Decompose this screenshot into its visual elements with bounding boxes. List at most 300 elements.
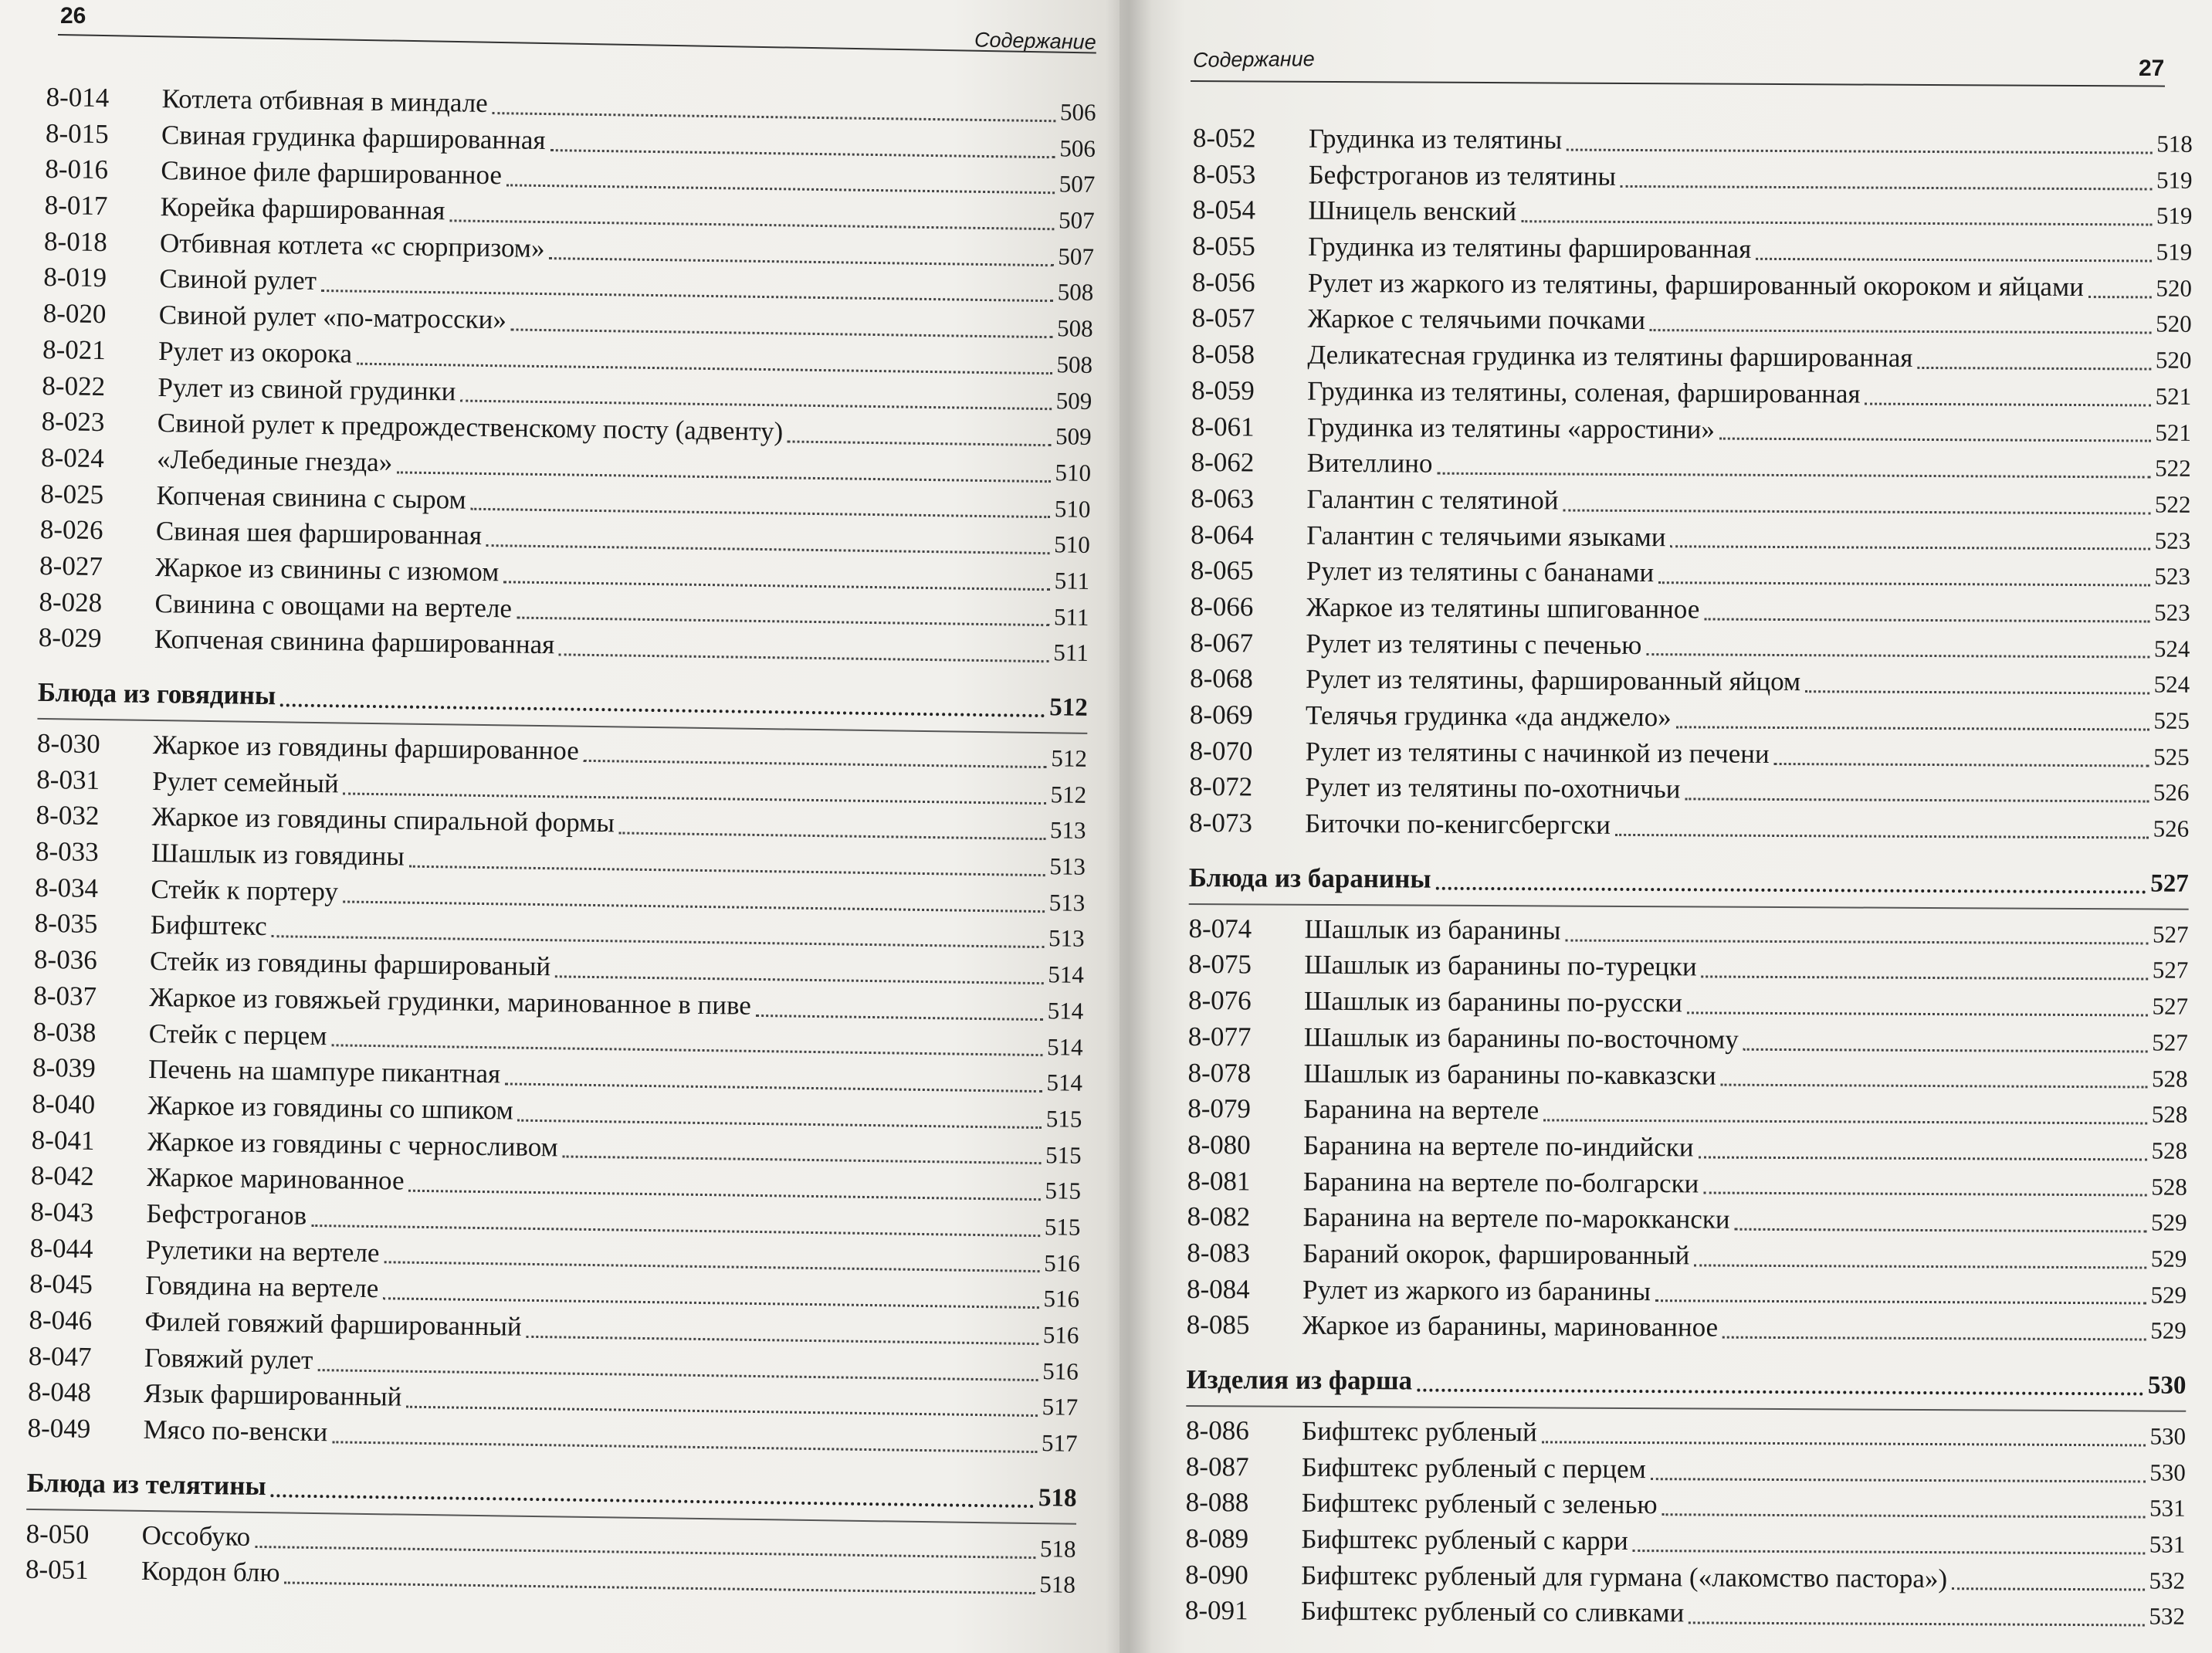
toc-entry bbox=[1188, 947, 2188, 987]
recipe-page-number: 516 bbox=[1042, 1321, 1079, 1349]
recipe-code: 8-039 bbox=[32, 1052, 97, 1084]
toc-entry bbox=[1188, 911, 2188, 952]
recipe-code: 8-043 bbox=[30, 1196, 94, 1228]
recipe-code: 8-066 bbox=[1190, 591, 1254, 622]
dot-leader bbox=[1417, 1389, 2143, 1396]
recipe-title: Говядина на вертеле bbox=[144, 1270, 379, 1304]
left-page-header-title: Содержание bbox=[974, 28, 1096, 54]
recipe-page-number: 523 bbox=[2154, 562, 2191, 591]
recipe-code: 8-019 bbox=[43, 262, 107, 293]
recipe-code: 8-042 bbox=[30, 1160, 95, 1192]
recipe-title: Жаркое с телячьими почками bbox=[1307, 303, 1646, 336]
toc-entry bbox=[1190, 733, 2190, 774]
dot-leader bbox=[1658, 581, 2149, 586]
recipe-code: 8-032 bbox=[36, 800, 100, 832]
recipe-title: Жаркое маринованное bbox=[146, 1162, 405, 1196]
right-page bbox=[1120, 0, 2212, 1653]
toc-entry bbox=[1188, 1019, 2188, 1060]
section-title: Блюда из баранины bbox=[1188, 862, 1431, 894]
recipe-page-number: 528 bbox=[2151, 1173, 2187, 1201]
recipe-page-number: 514 bbox=[1046, 1069, 1083, 1097]
dot-leader bbox=[397, 471, 1050, 483]
recipe-title: Баранина на вертеле по-мароккански bbox=[1302, 1202, 1730, 1235]
recipe-page-number: 523 bbox=[2154, 527, 2191, 554]
recipe-page-number: 529 bbox=[2150, 1245, 2187, 1272]
recipe-page-number: 525 bbox=[2153, 743, 2190, 771]
toc-section-heading bbox=[1189, 842, 2189, 909]
recipe-code: 8-090 bbox=[1185, 1559, 1248, 1590]
toc-entry bbox=[1186, 1413, 2186, 1454]
dot-leader bbox=[321, 290, 1053, 302]
left-toc-list bbox=[25, 80, 1096, 1603]
dot-leader bbox=[1917, 367, 2150, 371]
recipe-page-number: 507 bbox=[1058, 206, 1095, 235]
dot-leader bbox=[449, 219, 1054, 230]
dot-leader bbox=[1694, 1264, 2146, 1269]
recipe-code: 8-082 bbox=[1187, 1201, 1251, 1232]
recipe-code: 8-035 bbox=[34, 908, 98, 940]
toc-entry bbox=[1192, 192, 2192, 233]
toc-entry bbox=[1189, 805, 2189, 846]
recipe-title: «Лебединые гнезда» bbox=[156, 443, 393, 478]
recipe-page-number: 514 bbox=[1047, 997, 1084, 1025]
recipe-code: 8-063 bbox=[1191, 483, 1255, 514]
recipe-title: Грудинка из телятины, соленая, фаршированная bbox=[1307, 375, 1861, 409]
recipe-code: 8-070 bbox=[1189, 735, 1253, 767]
dot-leader bbox=[1437, 473, 2150, 479]
dot-leader bbox=[1633, 1550, 2145, 1554]
dot-leader bbox=[1542, 1441, 2146, 1446]
recipe-page-number: 528 bbox=[2151, 1065, 2188, 1092]
dot-leader bbox=[409, 865, 1045, 877]
recipe-title: Рулет семейный bbox=[152, 765, 339, 799]
recipe-title: Вителлино bbox=[1306, 447, 1433, 479]
dot-leader bbox=[343, 792, 1045, 804]
dot-leader bbox=[1721, 1084, 2147, 1089]
recipe-code: 8-048 bbox=[27, 1377, 92, 1408]
recipe-page-number: 520 bbox=[2156, 274, 2192, 302]
recipe-code: 8-028 bbox=[39, 586, 103, 618]
recipe-code: 8-031 bbox=[36, 764, 100, 795]
dot-leader bbox=[555, 975, 1043, 984]
dot-leader bbox=[1687, 1011, 2148, 1016]
dot-leader bbox=[1703, 1192, 2146, 1197]
recipe-title: Филей говяжий фаршированный bbox=[144, 1306, 522, 1342]
dot-leader bbox=[1689, 1622, 2144, 1627]
recipe-page-number: 519 bbox=[2156, 202, 2193, 230]
recipe-title: Свиная грудинка фаршированная bbox=[161, 119, 546, 155]
dot-leader bbox=[1650, 329, 2151, 334]
recipe-code: 8-020 bbox=[42, 298, 107, 330]
recipe-page-number: 513 bbox=[1049, 816, 1086, 845]
recipe-code: 8-014 bbox=[46, 81, 110, 113]
recipe-code: 8-046 bbox=[29, 1304, 93, 1336]
recipe-title: Рулет из телятины по-охотничьи bbox=[1305, 772, 1681, 804]
dot-leader bbox=[1734, 1228, 2146, 1233]
recipe-title: Шницель венский bbox=[1308, 195, 1517, 227]
recipe-title: Грудинка из телятины bbox=[1308, 123, 1563, 155]
recipe-title: Печень на шампуре пикантная bbox=[147, 1054, 501, 1089]
toc-entry bbox=[1191, 408, 2191, 449]
recipe-title: Жаркое из говядины фаршированное bbox=[152, 730, 580, 766]
dot-leader bbox=[383, 1297, 1038, 1309]
recipe-code: 8-040 bbox=[32, 1088, 96, 1120]
recipe-title: Свиное филе фаршированное bbox=[161, 155, 503, 191]
recipe-title: Шашлык из говядины bbox=[151, 838, 405, 872]
recipe-title: Рулет из свиной грудинки bbox=[158, 371, 456, 406]
right-page-header-title: Содержание bbox=[1192, 47, 1315, 72]
toc-entry bbox=[1187, 1091, 2187, 1132]
recipe-page-number: 526 bbox=[2153, 815, 2190, 842]
recipe-title: Копченая свинина фаршированная bbox=[154, 624, 555, 660]
recipe-page-number: 513 bbox=[1048, 924, 1085, 953]
recipe-title: Бифштекс рубленый с перцем bbox=[1301, 1451, 1646, 1484]
dot-leader bbox=[1543, 1119, 2147, 1124]
recipe-code: 8-086 bbox=[1186, 1414, 1249, 1446]
recipe-page-number: 507 bbox=[1058, 242, 1095, 270]
recipe-page-number: 518 bbox=[2156, 130, 2193, 158]
recipe-title: Копченая свинина с сыром bbox=[156, 479, 466, 515]
recipe-code: 8-053 bbox=[1192, 158, 1256, 190]
recipe-code: 8-089 bbox=[1185, 1523, 1249, 1554]
dot-leader bbox=[384, 1262, 1039, 1273]
recipe-code: 8-078 bbox=[1187, 1057, 1252, 1088]
dot-leader bbox=[518, 1119, 1042, 1128]
recipe-title: Шашлык из баранины по-русски bbox=[1303, 985, 1683, 1018]
recipe-code: 8-069 bbox=[1189, 699, 1253, 730]
dot-leader bbox=[788, 440, 1051, 446]
recipe-title: Жаркое из телятины шпигованное bbox=[1306, 591, 1700, 625]
toc-entry bbox=[1187, 1307, 2187, 1348]
toc-entry bbox=[1191, 337, 2191, 378]
recipe-title: Жаркое из баранины, маринованное bbox=[1302, 1310, 1719, 1343]
recipe-page-number: 515 bbox=[1045, 1177, 1082, 1205]
dot-leader bbox=[493, 112, 1055, 122]
dot-leader bbox=[1704, 618, 2149, 622]
toc-entry bbox=[1187, 1127, 2187, 1168]
toc-entry bbox=[1190, 661, 2190, 702]
dot-leader bbox=[1651, 1478, 2146, 1482]
recipe-title: Свиная шея фаршированная bbox=[155, 516, 483, 551]
recipe-code: 8-025 bbox=[40, 478, 104, 510]
recipe-title: Корейка фаршированная bbox=[160, 191, 445, 226]
recipe-title: Бефстроганов bbox=[146, 1197, 307, 1231]
recipe-title: Рулет из телятины с печенью bbox=[1306, 628, 1642, 660]
recipe-code: 8-059 bbox=[1191, 374, 1255, 406]
recipe-page-number: 518 bbox=[1039, 1570, 1076, 1599]
section-page-number: 527 bbox=[2150, 869, 2189, 898]
dot-leader bbox=[460, 400, 1051, 411]
recipe-code: 8-056 bbox=[1191, 266, 1255, 298]
recipe-code: 8-029 bbox=[38, 622, 102, 654]
section-title: Блюда из телятины bbox=[26, 1467, 267, 1501]
recipe-code: 8-055 bbox=[1192, 231, 1255, 262]
recipe-title: Бифштекс рубленый для гурмана («лакомство пастора») bbox=[1301, 1560, 1948, 1594]
dot-leader bbox=[756, 1014, 1043, 1021]
recipe-title: Деликатесная грудинка из телятины фаршированная bbox=[1307, 339, 1913, 374]
toc-entry bbox=[1186, 1449, 2186, 1490]
recipe-page-number: 517 bbox=[1041, 1429, 1078, 1457]
recipe-page-number: 530 bbox=[2149, 1458, 2186, 1486]
recipe-page-number: 516 bbox=[1042, 1357, 1079, 1385]
dot-leader bbox=[505, 1082, 1042, 1092]
recipe-title: Баранина на вертеле bbox=[1303, 1093, 1540, 1126]
recipe-code: 8-064 bbox=[1191, 519, 1254, 550]
recipe-title: Бифштекс рубленый с зеленью bbox=[1301, 1488, 1658, 1520]
recipe-code: 8-037 bbox=[33, 980, 97, 1011]
recipe-code: 8-016 bbox=[45, 154, 109, 185]
dot-leader bbox=[1723, 1336, 2146, 1341]
recipe-page-number: 532 bbox=[2149, 1602, 2185, 1631]
recipe-title: Галантин с телятиной bbox=[1306, 483, 1559, 516]
recipe-title: Бифштекс рубленый bbox=[1302, 1415, 1537, 1448]
toc-entry bbox=[1187, 1164, 2187, 1204]
recipe-page-number: 515 bbox=[1045, 1140, 1082, 1169]
section-title: Изделия из фарша bbox=[1186, 1363, 1413, 1396]
right-page-number: 27 bbox=[2139, 56, 2165, 81]
recipe-page-number: 511 bbox=[1054, 567, 1090, 594]
dot-leader bbox=[1563, 509, 2149, 514]
recipe-code: 8-015 bbox=[45, 117, 109, 149]
right-toc-list bbox=[1185, 120, 2193, 1634]
right-header-rule bbox=[1191, 80, 2165, 87]
recipe-title: Стейк к портеру bbox=[151, 873, 339, 907]
recipe-code: 8-017 bbox=[44, 190, 108, 222]
recipe-title: Свиной рулет «по-матросски» bbox=[158, 300, 507, 335]
recipe-page-number: 526 bbox=[2153, 778, 2190, 807]
recipe-title: Рулет из жаркого из баранины bbox=[1302, 1274, 1651, 1306]
dot-leader bbox=[317, 1369, 1038, 1381]
toc-entry bbox=[1191, 481, 2190, 522]
recipe-page-number: 507 bbox=[1059, 170, 1096, 198]
recipe-code: 8-061 bbox=[1191, 411, 1255, 442]
dot-leader bbox=[1565, 939, 2148, 944]
recipe-title: Биточки по-кенигсбергски bbox=[1305, 808, 1611, 840]
section-title: Блюда из говядины bbox=[37, 676, 276, 711]
recipe-title: Бараний окорок, фаршированный bbox=[1302, 1238, 1690, 1271]
recipe-page-number: 515 bbox=[1045, 1105, 1082, 1133]
recipe-code: 8-038 bbox=[32, 1016, 97, 1048]
recipe-title: Бифштекс bbox=[150, 909, 267, 942]
dot-leader bbox=[1567, 148, 2152, 154]
toc-entry bbox=[1187, 1235, 2187, 1276]
toc-entry bbox=[1192, 300, 2192, 341]
dot-leader bbox=[1521, 220, 2152, 225]
dot-leader bbox=[584, 760, 1047, 768]
recipe-code: 8-036 bbox=[33, 944, 98, 976]
toc-entry bbox=[1187, 1272, 2187, 1313]
dot-leader bbox=[559, 654, 1048, 663]
dot-leader bbox=[486, 544, 1049, 554]
recipe-page-number: 530 bbox=[2149, 1422, 2187, 1450]
dot-leader bbox=[1615, 834, 2149, 839]
recipe-page-number: 514 bbox=[1048, 960, 1085, 989]
recipe-code: 8-026 bbox=[39, 514, 103, 546]
recipe-page-number: 510 bbox=[1055, 459, 1092, 486]
dot-leader bbox=[511, 328, 1052, 338]
dot-leader bbox=[1743, 1048, 2148, 1052]
recipe-title: Шашлык из баранины по-кавказски bbox=[1303, 1058, 1716, 1091]
left-header-rule bbox=[58, 34, 1096, 53]
toc-entry bbox=[1190, 625, 2190, 666]
recipe-code: 8-058 bbox=[1191, 339, 1255, 370]
recipe-title: Грудинка из телятины «арростини» bbox=[1306, 412, 1716, 445]
recipe-page-number: 522 bbox=[2155, 454, 2191, 482]
recipe-page-number: 510 bbox=[1053, 530, 1090, 559]
recipe-code: 8-081 bbox=[1187, 1165, 1251, 1196]
recipe-page-number: 527 bbox=[2152, 1028, 2188, 1056]
dot-leader bbox=[357, 362, 1052, 374]
dot-leader bbox=[331, 1045, 1042, 1057]
recipe-title: Бифштекс рубленый со сливками bbox=[1300, 1596, 1685, 1628]
recipe-page-number: 527 bbox=[2152, 956, 2189, 984]
recipe-code: 8-044 bbox=[29, 1232, 93, 1264]
recipe-title: Рулет из окорока bbox=[158, 335, 353, 369]
recipe-code: 8-074 bbox=[1188, 913, 1252, 944]
recipe-page-number: 506 bbox=[1059, 134, 1096, 162]
toc-section-heading bbox=[1186, 1343, 2186, 1411]
recipe-page-number: 512 bbox=[1051, 744, 1088, 772]
recipe-title: Бефстроганов из телятины bbox=[1308, 159, 1617, 191]
recipe-page-number: 508 bbox=[1056, 314, 1093, 343]
recipe-page-number: 529 bbox=[2150, 1208, 2187, 1237]
recipe-page-number: 508 bbox=[1056, 351, 1093, 378]
recipe-page-number: 519 bbox=[2156, 166, 2193, 194]
recipe-code: 8-087 bbox=[1185, 1451, 1249, 1482]
dot-leader bbox=[1655, 1300, 2146, 1305]
recipe-code: 8-067 bbox=[1190, 627, 1254, 659]
dot-leader bbox=[1436, 886, 2146, 893]
recipe-code: 8-080 bbox=[1187, 1129, 1251, 1160]
recipe-title: Оссобуко bbox=[141, 1519, 251, 1552]
recipe-page-number: 521 bbox=[2155, 382, 2192, 410]
recipe-code: 8-047 bbox=[28, 1340, 92, 1372]
recipe-code: 8-054 bbox=[1192, 195, 1256, 225]
recipe-page-number: 523 bbox=[2154, 598, 2190, 626]
dot-leader bbox=[549, 257, 1053, 266]
recipe-code: 8-062 bbox=[1191, 447, 1255, 478]
recipe-title: Свинина с овощами на вертеле bbox=[154, 588, 513, 624]
recipe-title: Мясо по-венски bbox=[143, 1414, 328, 1448]
recipe-title: Кордон блю bbox=[141, 1556, 280, 1588]
recipe-code: 8-073 bbox=[1189, 808, 1252, 838]
recipe-page-number: 527 bbox=[2152, 920, 2189, 948]
dot-leader bbox=[517, 617, 1049, 627]
recipe-page-number: 509 bbox=[1055, 386, 1092, 415]
recipe-title: Жаркое из говядины со шпиком bbox=[147, 1089, 514, 1126]
recipe-code: 8-083 bbox=[1187, 1237, 1251, 1269]
recipe-title: Рулетики на вертеле bbox=[145, 1234, 380, 1268]
dot-leader bbox=[343, 900, 1045, 913]
dot-leader bbox=[506, 185, 1055, 195]
recipe-page-number: 522 bbox=[2154, 490, 2191, 518]
toc-entry bbox=[1193, 120, 2193, 161]
recipe-title: Телячья грудинка «да анджело» bbox=[1305, 699, 1672, 733]
recipe-code: 8-021 bbox=[42, 334, 107, 365]
dot-leader bbox=[332, 1441, 1037, 1453]
recipe-code: 8-045 bbox=[29, 1269, 93, 1300]
recipe-title: Шашлык из баранины bbox=[1304, 913, 1561, 946]
recipe-page-number: 518 bbox=[1039, 1534, 1076, 1563]
recipe-title: Шашлык из баранины по-восточному bbox=[1303, 1021, 1739, 1055]
toc-entry bbox=[1191, 589, 2190, 630]
recipe-title: Жаркое из свинины с изюмом bbox=[154, 551, 500, 588]
recipe-page-number: 516 bbox=[1043, 1248, 1080, 1277]
recipe-page-number: 508 bbox=[1057, 278, 1094, 307]
recipe-code: 8-049 bbox=[27, 1412, 91, 1445]
recipe-code: 8-079 bbox=[1187, 1093, 1252, 1124]
recipe-page-number: 527 bbox=[2152, 992, 2189, 1020]
recipe-page-number: 516 bbox=[1043, 1285, 1080, 1313]
toc-entry bbox=[1189, 769, 2189, 810]
dot-leader bbox=[1719, 438, 2150, 442]
recipe-page-number: 528 bbox=[2151, 1136, 2188, 1164]
dot-leader bbox=[1756, 258, 2151, 263]
section-page-number: 530 bbox=[2147, 1371, 2187, 1400]
recipe-title: Стейк из говядины фаршированый bbox=[149, 946, 551, 982]
toc-entry bbox=[1191, 445, 2191, 486]
recipe-title: Жаркое из говяжьей грудинки, маринованное в пиве bbox=[149, 981, 752, 1021]
recipe-code: 8-030 bbox=[36, 727, 100, 760]
dot-leader bbox=[619, 832, 1045, 841]
recipe-page-number: 512 bbox=[1050, 780, 1087, 808]
section-page-number: 518 bbox=[1038, 1483, 1077, 1512]
dot-leader bbox=[550, 149, 1055, 158]
dot-leader bbox=[563, 1156, 1041, 1165]
section-page-number: 512 bbox=[1049, 693, 1089, 722]
recipe-page-number: 511 bbox=[1053, 602, 1089, 631]
recipe-title: Свиной рулет к предрождественскому посту (адвенту) bbox=[157, 408, 784, 447]
recipe-title: Галантин с телячьими языками bbox=[1306, 520, 1666, 552]
recipe-page-number: 515 bbox=[1044, 1213, 1081, 1241]
dot-leader bbox=[1952, 1587, 2145, 1590]
recipe-code: 8-051 bbox=[25, 1554, 89, 1586]
left-page-number: 26 bbox=[60, 3, 86, 29]
recipe-code: 8-018 bbox=[43, 225, 107, 257]
recipe-code: 8-057 bbox=[1191, 303, 1255, 334]
recipe-title: Жаркое из говядины с черносливом bbox=[147, 1126, 559, 1162]
recipe-title: Бифштекс рубленый с карри bbox=[1301, 1523, 1628, 1556]
recipe-page-number: 520 bbox=[2156, 310, 2192, 338]
dot-leader bbox=[2088, 296, 2151, 298]
recipe-page-number: 532 bbox=[2149, 1567, 2186, 1594]
recipe-code: 8-084 bbox=[1186, 1273, 1250, 1305]
recipe-title: Шашлык из баранины по-турецки bbox=[1304, 950, 1697, 982]
recipe-page-number: 528 bbox=[2151, 1100, 2188, 1128]
recipe-code: 8-065 bbox=[1190, 555, 1254, 586]
recipe-code: 8-076 bbox=[1187, 985, 1252, 1016]
recipe-page-number: 531 bbox=[2149, 1494, 2186, 1523]
dot-leader bbox=[284, 1582, 1035, 1595]
dot-leader bbox=[280, 703, 1045, 717]
recipe-title: Рулет из телятины с начинкой из печени bbox=[1305, 736, 1770, 769]
recipe-page-number: 524 bbox=[2153, 670, 2190, 699]
toc-entry bbox=[1187, 1199, 2187, 1240]
recipe-code: 8-085 bbox=[1186, 1309, 1250, 1340]
recipe-title: Говяжий рулет bbox=[144, 1342, 313, 1375]
recipe-code: 8-034 bbox=[35, 872, 99, 903]
recipe-title: Стейк с перцем bbox=[148, 1018, 327, 1051]
dot-leader bbox=[1702, 976, 2148, 981]
recipe-page-number: 514 bbox=[1046, 1032, 1083, 1061]
recipe-code: 8-068 bbox=[1190, 663, 1253, 694]
recipe-code: 8-022 bbox=[42, 370, 106, 401]
toc-entry bbox=[1185, 1557, 2185, 1598]
recipe-code: 8-033 bbox=[35, 835, 99, 868]
recipe-code: 8-077 bbox=[1187, 1021, 1252, 1052]
recipe-code: 8-050 bbox=[25, 1518, 90, 1550]
recipe-code: 8-075 bbox=[1188, 949, 1252, 980]
